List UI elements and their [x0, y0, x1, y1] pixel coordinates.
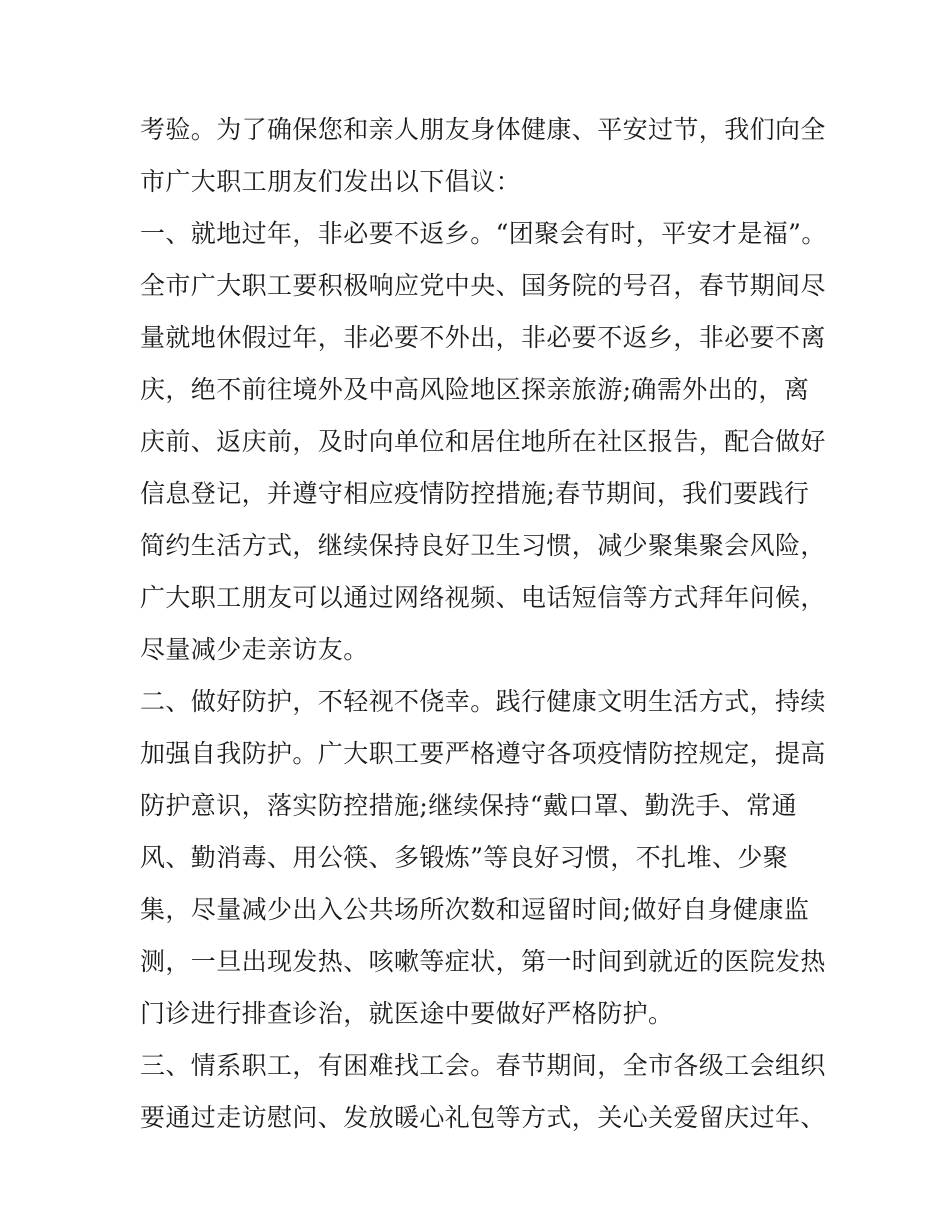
- text-line: 广大职工朋友可以通过网络视频、电话短信等方式拜年问候，: [140, 583, 826, 612]
- text-line: 加强自我防护。广大职工要严格遵守各项疫情防控规定，提高: [140, 739, 826, 768]
- text-line: 二、做好防护，不轻视不侥幸。践行健康文明生活方式，持续: [140, 687, 826, 716]
- text-line: 尽量减少走亲访友。: [140, 635, 369, 664]
- text-line: 门诊进行排查诊治，就医途中要做好严格防护。: [140, 999, 674, 1028]
- text-line: 庆，绝不前往境外及中高风险地区探亲旅游;确需外出的，离: [140, 375, 810, 404]
- text-line: 测，一旦出现发热、咳嗽等症状，第一时间到就近的医院发热: [140, 947, 826, 976]
- text-line: 庆前、返庆前，及时向单位和居住地所在社区报告，配合做好: [140, 427, 826, 456]
- text-line: 防护意识，落实防控措施;继续保持“戴口罩、勤洗手、常通: [140, 791, 798, 820]
- text-line: 全市广大职工要积极响应党中央、国务院的号召，春节期间尽: [140, 271, 826, 300]
- text-line: 量就地休假过年，非必要不外出，非必要不返乡，非必要不离: [140, 323, 826, 352]
- text-line: 市广大职工朋友们发出以下倡议：: [140, 167, 522, 196]
- text-line: 简约生活方式，继续保持良好卫生习惯，减少聚集聚会风险，: [140, 531, 826, 560]
- text-line: 三、情系职工，有困难找工会。春节期间，全市各级工会组织: [140, 1051, 826, 1080]
- text-line: 风、勤消毒、用公筷、多锻炼”等良好习惯，不扎堆、少聚: [140, 843, 789, 872]
- text-line: 要通过走访慰问、发放暖心礼包等方式，关心关爱留庆过年、: [140, 1103, 826, 1132]
- text-line: 集，尽量减少出入公共场所次数和逗留时间;做好自身健康监: [140, 895, 810, 924]
- text-line: 信息登记，并遵守相应疫情防控措施;春节期间，我们要践行: [140, 479, 810, 508]
- text-line: 考验。为了确保您和亲人朋友身体健康、平安过节，我们向全: [140, 115, 826, 144]
- text-line: 一、就地过年，非必要不返乡。“团聚会有时，平安才是福”。: [140, 219, 827, 248]
